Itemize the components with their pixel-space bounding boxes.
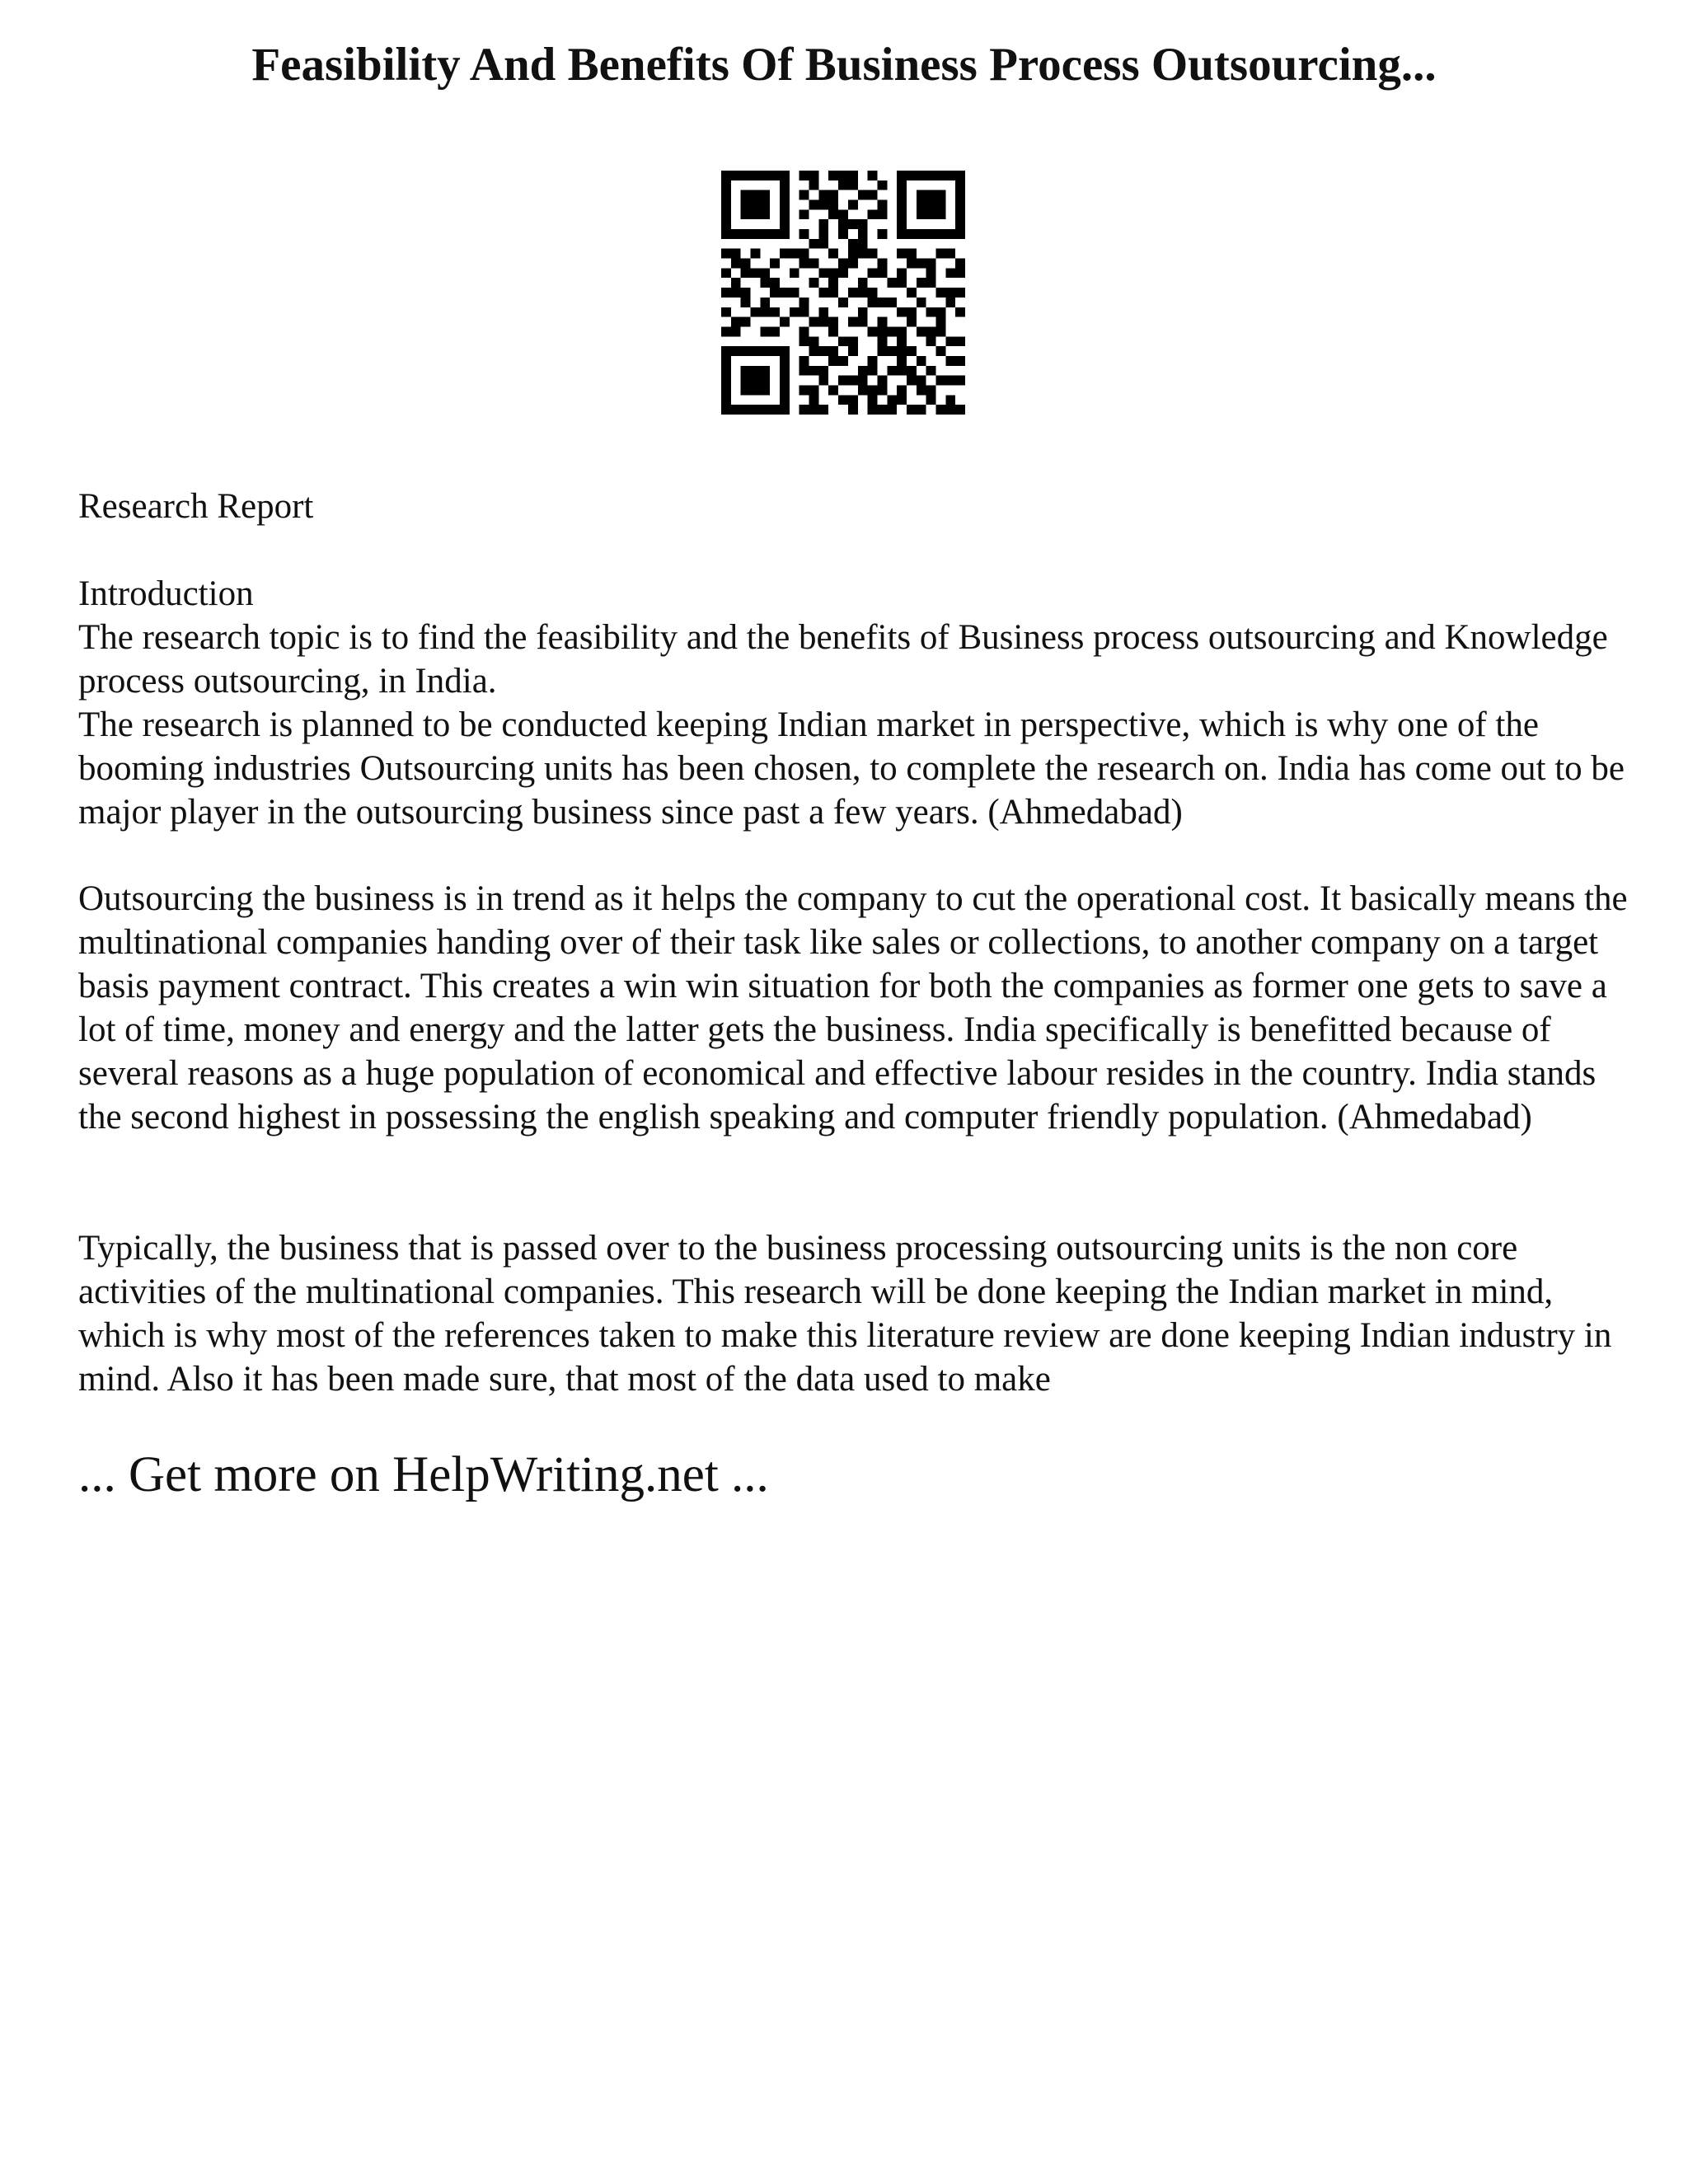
paragraph-block xyxy=(78,1226,1628,1401)
introduction-block xyxy=(78,572,1628,834)
introduction-heading: Introduction xyxy=(78,574,254,613)
paragraph: Outsourcing the business is in trend as it helps the company to cut the operational cost. It basically means the multinational companies handing over of their task like sales or collections, to another company on a target basis payment contract. This creates a win win situation for both the companies as former one gets to save a lot of time, money and energy and the latter gets the business. India specifically is benefitted because of several reasons as a huge population of economical and effective labour resides in the country. India stands the second highest in possessing the english speaking and computer friendly population. (Ahmedabad) xyxy=(78,879,1628,1137)
paragraph-block xyxy=(78,877,1628,1139)
paragraph: The research is planned to be conducted keeping Indian market in perspective, which is why one of the booming industries Outsourcing units has been chosen, to complete the research on. India has come out to be major player in the outsourcing business since past a few years. (Ahmedabad) xyxy=(78,705,1625,832)
qr-code-icon xyxy=(721,171,965,415)
document-title: Feasibility And Benefits Of Business Process Outsourcing... xyxy=(251,39,1437,91)
get-more-link[interactable]: ... Get more on HelpWriting.net ... xyxy=(78,1447,769,1502)
paragraph: The research topic is to find the feasibility and the benefits of Business process outsourcing and Knowledge process outsourcing, in India. xyxy=(78,618,1608,701)
paragraph: Typically, the business that is passed over to the business processing outsourcing units is the non core activities of the multinational companies. This research will be done keeping the Indian market in mind, which is why most of the references taken to make this literature review are done keeping Indian industry in mind. Also it has been made sure, that most of the data used to make xyxy=(78,1229,1612,1399)
section-label xyxy=(78,485,1628,528)
research-report-label: Research Report xyxy=(78,487,314,526)
